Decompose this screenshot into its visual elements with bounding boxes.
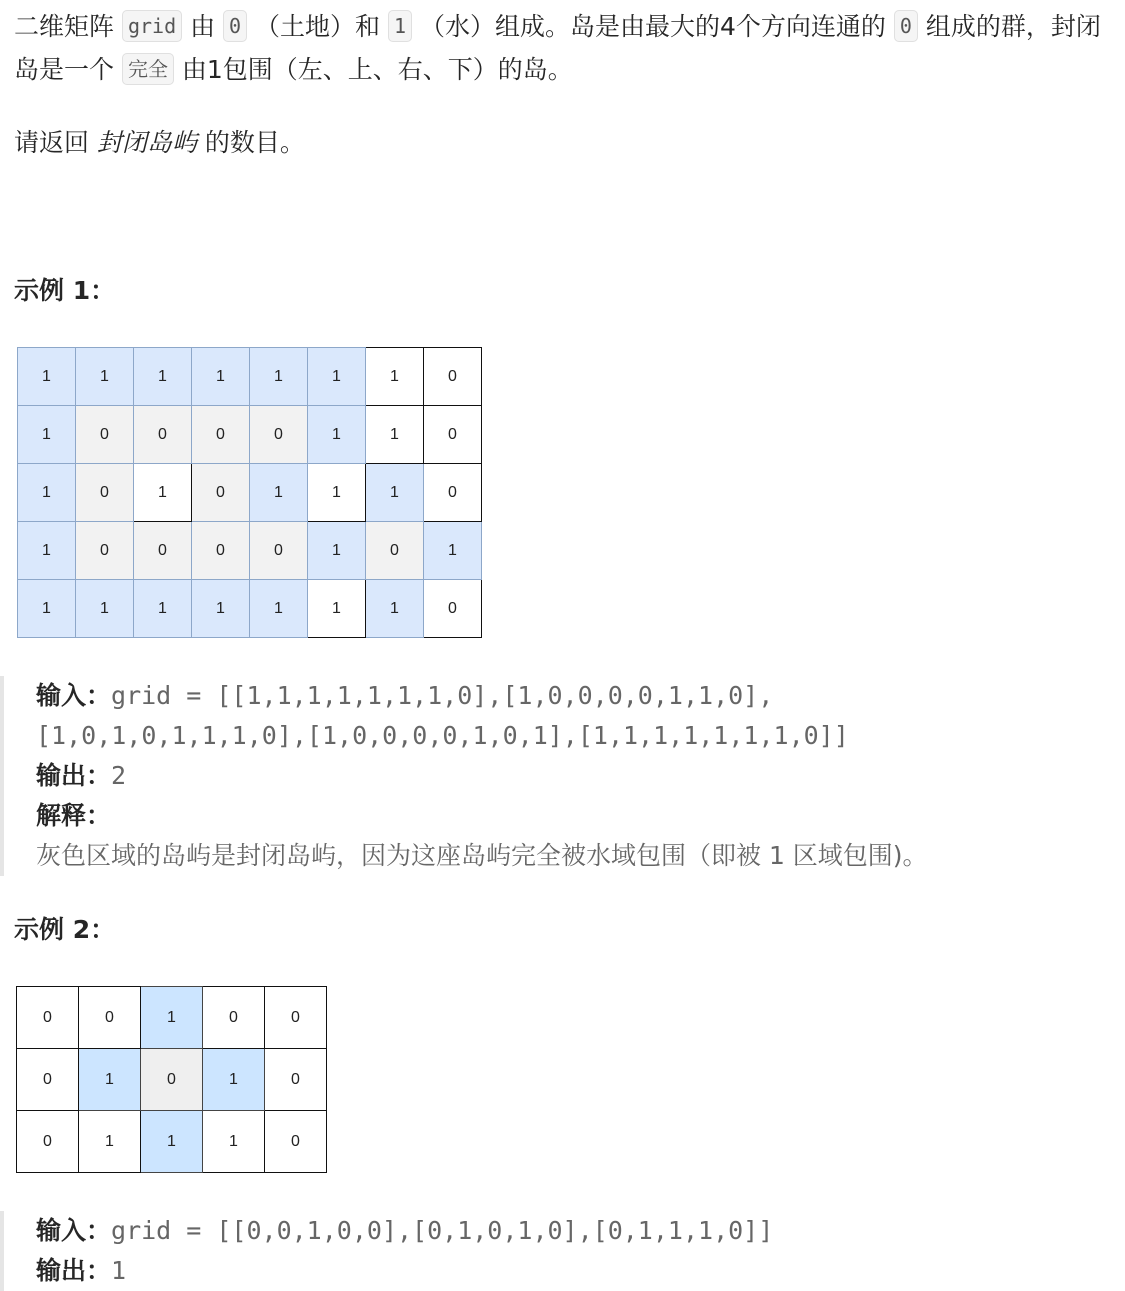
desc-text: （土地）和: [247, 12, 388, 41]
grid-cell: 0: [424, 348, 482, 406]
grid-cell: 1: [134, 580, 192, 638]
example1-explain-text: 灰色区域的岛屿是封闭岛屿，因为这座岛屿完全被水域包围（即被 1 区域包围)。: [36, 841, 928, 870]
grid-cell: 1: [18, 348, 76, 406]
grid-cell: 0: [250, 406, 308, 464]
grid-cell: 1: [366, 348, 424, 406]
desc-text: 组成的群，封闭岛是一个: [14, 12, 1101, 84]
grid-cell: 1: [134, 348, 192, 406]
input-label: 输入：: [36, 681, 112, 710]
grid-cell: 0: [141, 1049, 203, 1111]
grid-cell: 0: [17, 987, 79, 1049]
grid-cell: 0: [424, 464, 482, 522]
grid-cell: 0: [192, 406, 250, 464]
example1-input-line: [36, 676, 1096, 716]
grid-row: [18, 406, 482, 464]
grid-cell: 1: [203, 1111, 265, 1173]
grid-cell: 1: [366, 406, 424, 464]
grid-cell: 1: [192, 580, 250, 638]
grid-cell: 1: [18, 522, 76, 580]
example1-input-value: grid = [[1,1,1,1,1,1,1,0],[1,0,0,0,0,1,1,0],: [111, 681, 774, 710]
example1-input-line2: [36, 716, 1096, 756]
grid-cell: 0: [265, 987, 327, 1049]
grid-cell: 1: [79, 1049, 141, 1111]
grid-cell: 0: [265, 1111, 327, 1173]
desc-text: （水）组成。岛是由最大的4个方向连通的: [412, 12, 894, 41]
problem-description: [14, 0, 1114, 91]
grid-cell: 0: [366, 522, 424, 580]
grid-cell: 1: [308, 464, 366, 522]
example2-input-value: grid = [[0,0,1,0,0],[0,1,0,1,0],[0,1,1,1,0]]: [111, 1216, 774, 1245]
desc-text: 二维矩阵: [14, 12, 122, 41]
example2-output-line: [36, 1251, 1096, 1291]
grid-cell: 1: [18, 464, 76, 522]
grid-row: [18, 522, 482, 580]
output-label: 输出：: [36, 1256, 112, 1285]
example2-grid: [16, 986, 327, 1173]
desc-text: 由1包围（左、上、右、下）的岛。: [173, 55, 573, 84]
grid-row: [17, 1111, 327, 1173]
question-suffix: 的数目。: [196, 128, 305, 157]
example1-grid: [17, 347, 482, 638]
explain-label: 解释：: [36, 801, 112, 830]
grid-cell: 1: [250, 464, 308, 522]
code-one: 1: [388, 10, 412, 42]
code-zero: 0: [894, 10, 918, 42]
problem-question: [14, 121, 1114, 164]
desc-text: 由: [182, 12, 224, 41]
grid-cell: 1: [308, 522, 366, 580]
grid-cell: 0: [192, 464, 250, 522]
grid-cell: 0: [203, 987, 265, 1049]
example2-input-line: [36, 1211, 1096, 1251]
grid-cell: 1: [250, 580, 308, 638]
grid-cell: 1: [366, 464, 424, 522]
grid-cell: 1: [424, 522, 482, 580]
example1-explain-line: [36, 836, 1096, 876]
grid-cell: 1: [134, 464, 192, 522]
grid-cell: 1: [79, 1111, 141, 1173]
example1-block: [0, 676, 1096, 876]
grid-cell: 1: [250, 348, 308, 406]
code-grid: grid: [122, 10, 182, 42]
grid-cell: 0: [76, 464, 134, 522]
example1-title: 示例 1：: [14, 276, 116, 305]
grid-cell: 0: [17, 1111, 79, 1173]
code-complete: 完全: [122, 53, 174, 85]
grid-cell: 0: [76, 522, 134, 580]
grid-cell: 1: [18, 580, 76, 638]
grid-row: [18, 464, 482, 522]
question-prefix: 请返回: [14, 128, 97, 157]
code-zero: 0: [223, 10, 247, 42]
example1-output-value: 2: [111, 761, 127, 790]
grid-cell: 1: [308, 580, 366, 638]
grid-cell: 1: [366, 580, 424, 638]
grid-cell: 0: [250, 522, 308, 580]
grid-cell: 0: [76, 406, 134, 464]
problem-content: [14, 0, 1114, 164]
grid-cell: 1: [76, 580, 134, 638]
grid-cell: 0: [17, 1049, 79, 1111]
grid-cell: 1: [18, 406, 76, 464]
grid-cell: 0: [265, 1049, 327, 1111]
input-label: 输入：: [36, 1216, 112, 1245]
grid-cell: 1: [141, 1111, 203, 1173]
example2-block: [0, 1211, 1096, 1291]
example2-output-value: 1: [111, 1256, 127, 1285]
grid-cell: 1: [308, 406, 366, 464]
output-label: 输出：: [36, 761, 112, 790]
question-emphasis: 封闭岛屿: [96, 128, 197, 157]
grid-cell: 0: [134, 522, 192, 580]
grid-cell: 0: [192, 522, 250, 580]
grid-cell: 1: [192, 348, 250, 406]
grid-row: [17, 987, 327, 1049]
grid-cell: 0: [424, 580, 482, 638]
grid-row: [17, 1049, 327, 1111]
example1-input-value-cont: [1,0,1,0,1,1,1,0],[1,0,0,0,0,1,0,1],[1,1,1,1,1,1,1,0]]: [36, 721, 849, 750]
grid-row: [18, 348, 482, 406]
example1-output-line: [36, 756, 1096, 796]
grid-cell: 1: [203, 1049, 265, 1111]
grid-cell: 1: [141, 987, 203, 1049]
grid-cell: 1: [308, 348, 366, 406]
grid-cell: 0: [134, 406, 192, 464]
grid-cell: 0: [79, 987, 141, 1049]
grid-cell: 0: [424, 406, 482, 464]
grid-cell: 1: [76, 348, 134, 406]
grid-row: [18, 580, 482, 638]
example2-title: 示例 2：: [14, 915, 116, 944]
example1-explain-label-line: [36, 796, 1096, 836]
